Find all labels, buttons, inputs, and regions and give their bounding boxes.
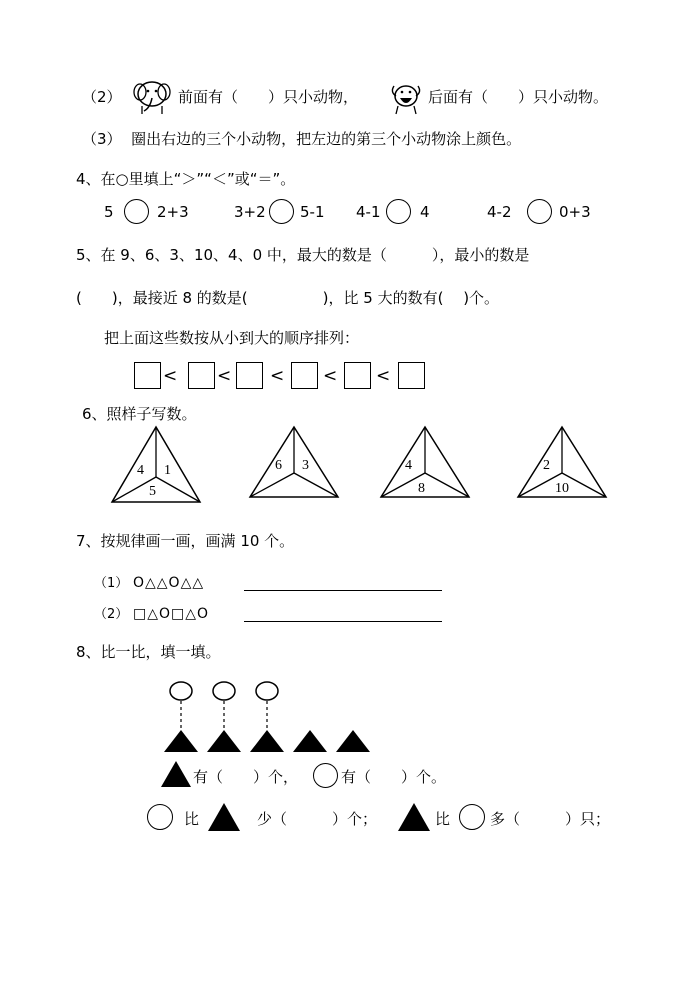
number-triangle-2 bbox=[248, 425, 340, 500]
q7-item2-answer-line[interactable] bbox=[244, 621, 442, 622]
triangle4-bottom-value: 10 bbox=[555, 481, 569, 496]
q4-pair4-left: 4-2 bbox=[487, 203, 512, 221]
q4-pair4-right: 0+3 bbox=[559, 203, 591, 221]
q8-triangle-2 bbox=[207, 730, 241, 752]
triangle1-bottom-value: 5 bbox=[149, 484, 156, 499]
less-than-sign: < bbox=[270, 366, 285, 386]
q8-less-text: 少（ ）个； bbox=[257, 810, 378, 828]
less-than-sign: < bbox=[323, 366, 338, 386]
q8-more-text: 多（ ）只； bbox=[490, 810, 611, 828]
q8-triangle-4 bbox=[293, 730, 327, 752]
q8-triangle-count-text: 有（ ）个， bbox=[193, 768, 299, 786]
q4-pair1-left: 5 bbox=[104, 203, 114, 221]
q7-item2-number: （2） bbox=[94, 607, 129, 622]
q4-pair1-right: 2+3 bbox=[157, 203, 189, 221]
triangle4-left-value: 2 bbox=[543, 458, 550, 473]
q8-triangle-3 bbox=[250, 730, 284, 752]
filled-triangle-icon bbox=[207, 802, 241, 832]
q7-item1-pattern: O△△O△△ bbox=[133, 575, 205, 591]
number-triangle-1 bbox=[110, 425, 202, 505]
q6-title: 6、照样子写数。 bbox=[82, 405, 197, 423]
q7-item1-answer-line[interactable] bbox=[244, 590, 442, 591]
q7-item2-pattern: □△O□△O bbox=[133, 606, 210, 622]
q3-item2-number: （2） bbox=[82, 88, 122, 106]
order-box-2[interactable] bbox=[188, 362, 215, 389]
q5-line1: 5、在 9、6、3、10、4、0 中，最大的数是（ ），最小的数是 bbox=[76, 246, 530, 264]
number-triangle-3 bbox=[379, 425, 471, 500]
q5-line3: 把上面这些数按从小到大的顺序排列： bbox=[104, 329, 360, 347]
circle-icon bbox=[459, 804, 485, 830]
q5-line2: ( )，最接近 8 的数是( )，比 5 大的数有( )个。 bbox=[76, 289, 500, 307]
order-box-4[interactable] bbox=[291, 362, 318, 389]
order-box-6[interactable] bbox=[398, 362, 425, 389]
q4-pair3-answer-circle[interactable] bbox=[386, 199, 411, 224]
q7-title: 7、按规律画一画，画满 10 个。 bbox=[76, 532, 295, 550]
q8-title: 8、比一比，填一填。 bbox=[76, 643, 221, 661]
q3-item3-text: （3） 圈出右边的三个小动物，把左边的第三个小动物涂上颜色。 bbox=[82, 130, 522, 148]
q7-item1-number: （1） bbox=[94, 576, 129, 591]
q4-pair1-answer-circle[interactable] bbox=[124, 199, 149, 224]
circle-icon bbox=[147, 804, 173, 830]
triangle3-left-value: 4 bbox=[405, 458, 412, 473]
q4-pair2-answer-circle[interactable] bbox=[269, 199, 294, 224]
triangle2-right-value: 3 bbox=[302, 458, 309, 473]
q4-pair3-right: 4 bbox=[420, 203, 430, 221]
q8-circle-3 bbox=[256, 682, 278, 700]
q4-pair4-answer-circle[interactable] bbox=[527, 199, 552, 224]
q4-title: 4、在○里填上“＞”“＜”或“＝”。 bbox=[76, 170, 296, 188]
q4-pair3-left: 4-1 bbox=[356, 203, 381, 221]
q8-circle-count-text: 有（ ）个。 bbox=[341, 768, 447, 786]
q4-pair2-right: 5-1 bbox=[300, 203, 325, 221]
q3-item2-front-text: 前面有（ ）只小动物， bbox=[178, 88, 359, 106]
order-box-5[interactable] bbox=[344, 362, 371, 389]
q8-compare-word-1: 比 bbox=[184, 810, 200, 828]
filled-triangle-icon bbox=[397, 802, 431, 832]
circle-icon bbox=[313, 763, 338, 788]
order-box-1[interactable] bbox=[134, 362, 161, 389]
q8-triangle-1 bbox=[164, 730, 198, 752]
q8-triangle-5 bbox=[336, 730, 370, 752]
q8-circle-2 bbox=[213, 682, 235, 700]
q4-pair2-left: 3+2 bbox=[234, 203, 266, 221]
less-than-sign: < bbox=[376, 366, 391, 386]
order-box-3[interactable] bbox=[236, 362, 263, 389]
triangle1-left-value: 4 bbox=[137, 463, 144, 478]
filled-triangle-icon bbox=[160, 760, 192, 788]
dog-icon bbox=[388, 80, 424, 116]
q8-circle-1 bbox=[170, 682, 192, 700]
triangle2-left-value: 6 bbox=[275, 458, 282, 473]
triangle3-bottom-value: 8 bbox=[418, 481, 425, 496]
q8-shape-diagram bbox=[160, 678, 370, 756]
less-than-sign: < bbox=[217, 366, 232, 386]
triangle1-right-value: 1 bbox=[164, 463, 171, 478]
less-than-sign: < bbox=[163, 366, 178, 386]
elephant-icon bbox=[132, 78, 172, 116]
q3-item2-back-text: 后面有（ ）只小动物。 bbox=[428, 88, 609, 106]
q8-compare-word-2: 比 bbox=[435, 810, 451, 828]
